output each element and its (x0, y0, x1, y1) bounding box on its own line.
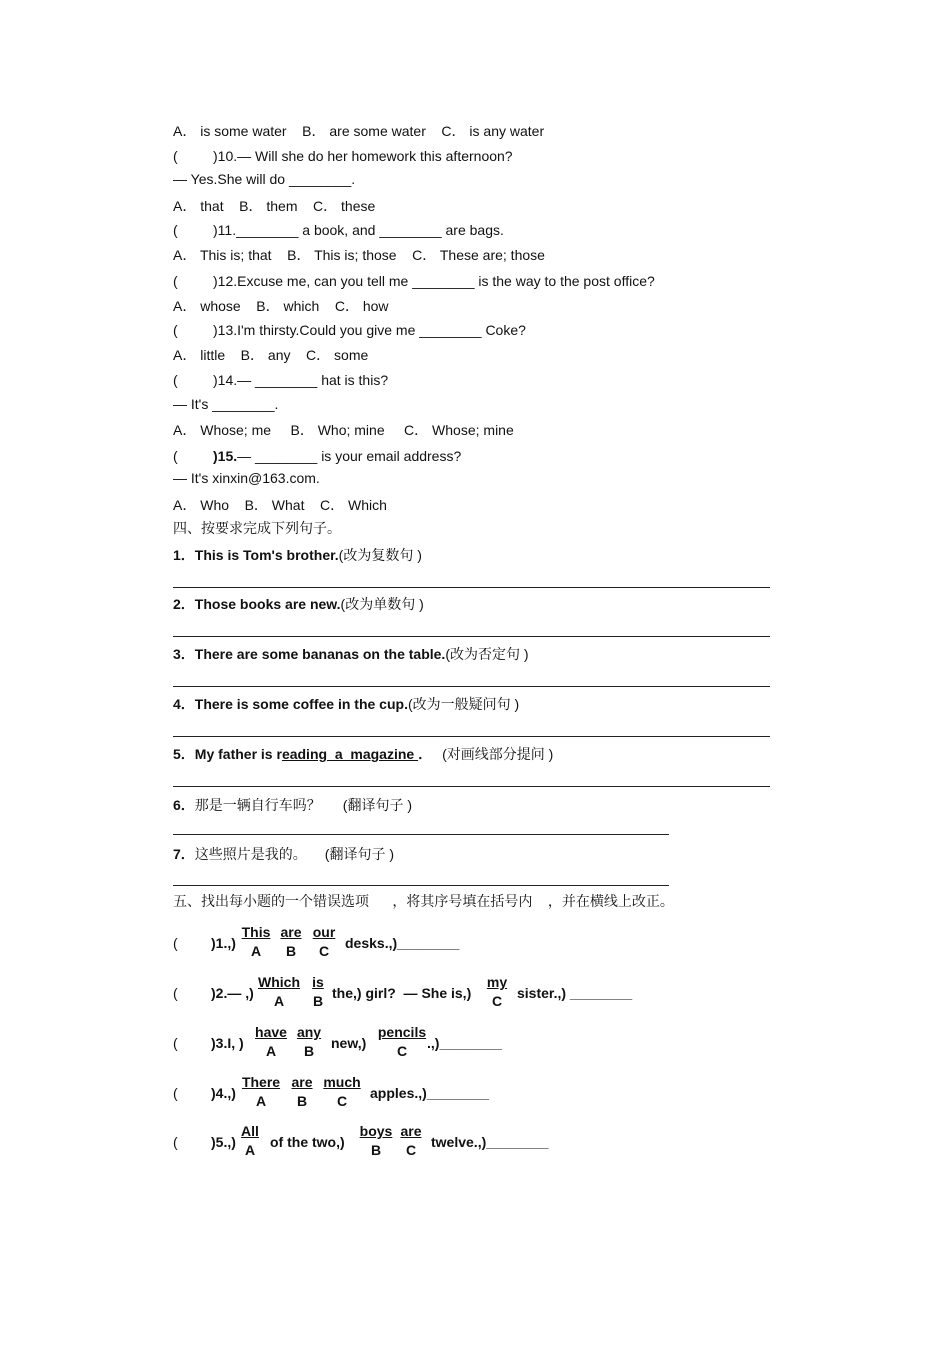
answer-paren[interactable]: ( (173, 935, 178, 951)
answer-line[interactable] (173, 834, 669, 835)
sec4-item-6: 6．那是一辆自行车吗？ (翻译句子 ) (173, 797, 413, 813)
option-c: my C (486, 974, 508, 1009)
option-b: boys B (359, 1123, 393, 1158)
q10-reply: — Yes.She will do ________. (173, 171, 356, 187)
answer-line[interactable] (173, 786, 770, 787)
answer-paren[interactable]: ( (173, 448, 178, 464)
sec4-item-7: 7．这些照片是我的。 (翻译句子 ) (173, 846, 395, 862)
answer-paren[interactable]: ( (173, 273, 178, 289)
answer-line[interactable] (173, 587, 770, 588)
sec4-item-1: 1．This is Tom's brother.(改为复数句 ) (173, 547, 422, 563)
q14-reply: — It's ________. (173, 396, 279, 412)
answer-paren[interactable]: ( (173, 372, 178, 388)
error-question-3: ( )3.I, ) have A any B new,) pencils C .,)________ (173, 1024, 502, 1059)
q13-stem: ( )13.I'm thirsty.Could you give me ________ Coke? (173, 322, 526, 338)
answer-line[interactable] (173, 686, 770, 687)
answer-line[interactable] (173, 885, 669, 886)
error-question-5: ( )5.,) All A of the two,) boys B are C twelve.,)________ (173, 1123, 549, 1158)
option-a: There A (241, 1074, 281, 1109)
q11-stem: ( )11.________ a book, and ________ are bags. (173, 222, 504, 238)
q10-options: A． that B． them C． these (173, 198, 376, 214)
sec4-item-5: 5．My father is reading a magazine ． (对画线部分提问 ) (173, 746, 554, 762)
option-c: our C (312, 924, 336, 959)
answer-paren[interactable]: ( (173, 148, 178, 164)
q12-options: A． whose B． which C． how (173, 298, 389, 314)
q15-stem: ( )15.— ________ is your email address? (173, 448, 462, 464)
underlined-phrase: eading a magazine (281, 746, 419, 762)
q13-options: A． little B． any C． some (173, 347, 369, 363)
q14-options: A． Whose; me B． Who; mine C． Whose; mine (173, 422, 514, 438)
answer-paren[interactable]: ( (173, 985, 178, 1001)
sec4-item-2: 2．Those books are new.(改为单数句 ) (173, 596, 424, 612)
sec4-item-4: 4．There is some coffee in the cup.(改为一般疑问句 ) (173, 696, 520, 712)
answer-paren[interactable]: ( (173, 1134, 178, 1150)
error-question-1: ( )1.,) This A are B our C desks.,)________ (173, 924, 460, 959)
q15-reply: — It's xinxin@163.com. (173, 470, 320, 486)
q14-stem: ( )14.— ________ hat is this? (173, 372, 389, 388)
q10-stem: ( )10.— Will she do her homework this afternoon? (173, 148, 513, 164)
option-c: pencils C (377, 1024, 427, 1059)
section5-heading: 五、找出每小题的一个错误选项 ，将其序号填在括号内 ，并在横线上改正。 (173, 893, 674, 909)
option-b: are B (291, 1074, 313, 1109)
answer-line[interactable] (173, 636, 770, 637)
sec4-item-3: 3．There are some bananas on the table.(改为否定句 ) (173, 646, 529, 662)
q9-options: A． is some water B． are some water C． is any water (173, 123, 545, 139)
error-question-4: ( )4.,) There A are B much C apples.,)________ (173, 1074, 490, 1109)
option-c: are C (400, 1123, 422, 1158)
option-b: are B (280, 924, 302, 959)
answer-paren[interactable]: ( (173, 322, 178, 338)
q11-options: A． This is; that B． This is; those C． These are; those (173, 247, 545, 263)
q15-options: A． Who B． What C． Which (173, 497, 387, 513)
answer-line[interactable] (173, 736, 770, 737)
answer-paren[interactable]: ( (173, 1035, 178, 1051)
option-b: is B (312, 974, 324, 1009)
answer-paren[interactable]: ( (173, 1085, 178, 1101)
option-a: Which A (258, 974, 300, 1009)
option-c: much C (323, 1074, 361, 1109)
q12-stem: ( )12.Excuse me, can you tell me ________ is the way to the post office? (173, 273, 655, 289)
option-a: have A (255, 1024, 287, 1059)
answer-paren[interactable]: ( (173, 222, 178, 238)
option-b: any B (296, 1024, 322, 1059)
option-a: This A (241, 924, 271, 959)
section4-heading: 四、按要求完成下列句子。 (173, 520, 341, 536)
option-a: All A (241, 1123, 259, 1158)
error-question-2: ( )2.— ,) Which A is B the,) girl? — She is,) my C sister.,) ________ (173, 974, 633, 1009)
